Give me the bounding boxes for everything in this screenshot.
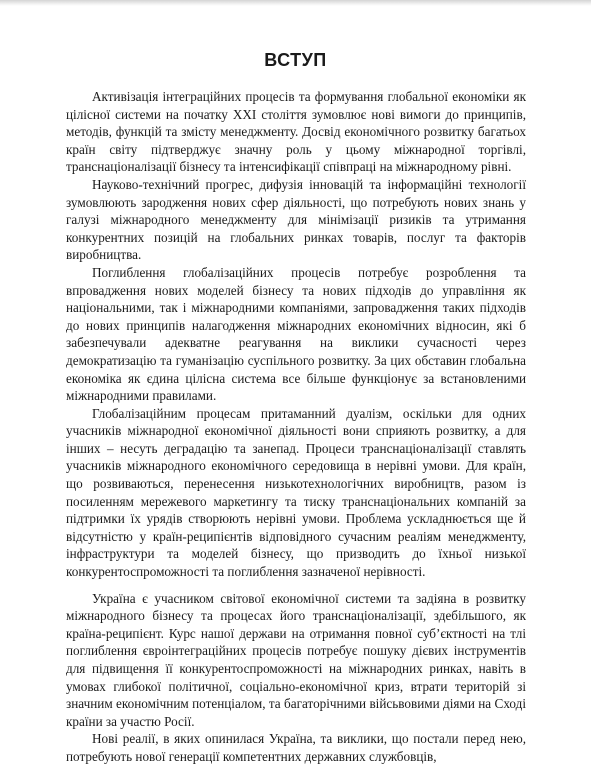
paragraph-3: Поглиблення глобалізаційних процесів потребує розроблення та впровадження нових моделей бізнесу та нових підходів до управління як національними, так і міжнародними компаніями, запровадження таких підходів до нових принципів налагодження міжнародних економічних відносин, які б забезпечували адекватне реагування на виклики сучасності через демократизацію та гуманізацію суспільного розвитку. За цих обставин глобальна економіка як єдина цілісна система все більше функціонує за встановленими міжнародними правилами.	[66, 264, 526, 404]
paragraph-1: Активізація інтеграційних процесів та формування глобальної економіки як цілісної системи на початку XXI століття зумовлює нові вимоги до принципів, методів, функцій та змісту менеджменту. Досвід економічного розвитку багатьох країн світу підтверджує значну роль у цьому міжнародної торгівлі, транснаціоналізації бізнесу та інтенсифікації співпраці на міжнародному рівні.	[66, 89, 526, 175]
paragraph-4: Глобалізаційним процесам притаманний дуалізм, оскільки для одних учасників міжнародної економічної діяльності вони сприяють розвитку, а для інших – несуть деградацію та занепад. Процеси транснаціоналізації ставлять учасників міжнародного економічного середовища в нерівні умови. Для країн, що розвиваються, перенесення низькотехнологічних виробництв, разом із посиленням мережевого маркетингу та тиску транснаціональних компаній за підтримки їх урядів створюють нерівні умови. Проблема ускладнюється ще й відсутністю у країн-реципієнтів відповідного сучасним реаліям менеджменту, інфраструктури та моделей бізнесу, що призводить до їхньої низької конкурентоспроможності та поглиблення зазначеної нерівності.	[66, 405, 526, 580]
paragraph-5: Україна є учасником світової економічної системи та задіяна в розвитку міжнародного бізнесу та процесах його транснаціоналізації, здебільшого, як країна-реципієнт. Курс нашої держави на отримання повної суб’єктності на тлі поглиблення євроінтеграційних процесів потребує пошуку дієвих інструментів для підвищення її конкурентоспроможності на міжнародних ринках, навіть в умовах глибокої політичної, соціально-економічної криз, втрати територій зі значним економічним потенціалом, та багаторічними війсьвовими діями на Сході країни за участю Росії.	[66, 590, 526, 729]
body-text	[66, 88, 526, 766]
page-title: ВСТУП	[264, 50, 327, 70]
paragraph-2: Науково-технічний прогрес, дифузія інновацій та інформаційні технології зумовлюють зародження нових сфер діяльності, що потребують нових знань у галузі міжнародного менеджменту для мінімізації ризиків та утримання конкурентних позицій на глобальних ринках товарів, послуг та факторів виробництва.	[66, 176, 526, 263]
paragraph-6: Нові реалії, в яких опинилася Україна, та виклики, що постали перед нею, потребують нової генерації компетентних державних службовців,	[66, 731, 526, 764]
